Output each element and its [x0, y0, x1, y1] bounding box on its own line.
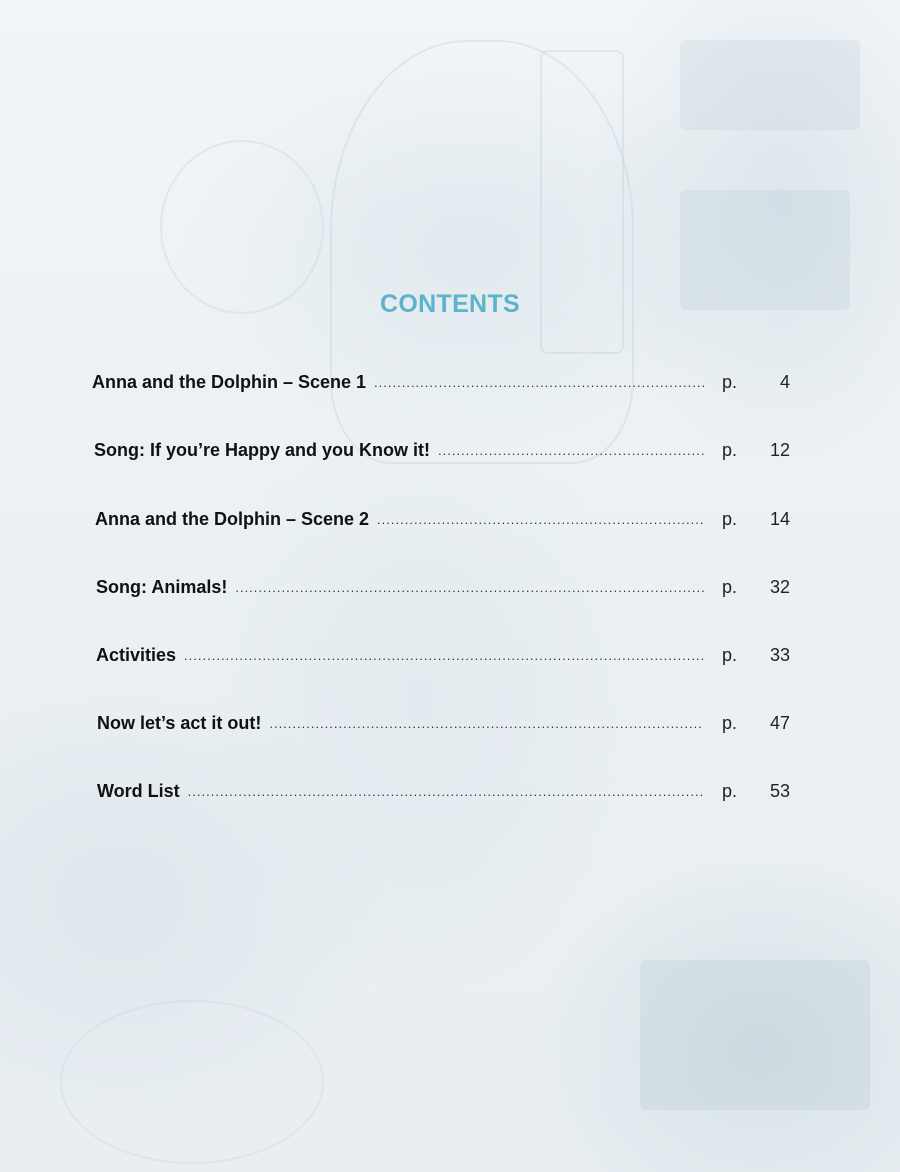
toc-entry-title: Anna and the Dolphin – Scene 2: [95, 509, 370, 529]
toc-entry-title: Now let’s act it out!: [97, 713, 262, 733]
toc-entry-page: 12: [769, 440, 790, 460]
dot-leader: [377, 512, 704, 527]
dot-leader: [374, 375, 704, 390]
page-label: p.: [722, 577, 738, 597]
dot-leader: [269, 716, 704, 731]
dot-leader: [184, 648, 704, 663]
toc-entry-page: 14: [769, 509, 790, 529]
background-illustration: [160, 140, 324, 314]
page-label: p.: [722, 509, 738, 529]
background-illustration: [680, 40, 860, 130]
dot-leader: [438, 443, 704, 458]
page-title: CONTENTS: [380, 290, 520, 318]
toc-entry[interactable]: [97, 713, 704, 737]
toc-entry[interactable]: [96, 645, 704, 669]
toc-entry[interactable]: [97, 781, 704, 805]
background-illustration: [330, 40, 634, 464]
toc-entry-page: 47: [769, 713, 790, 733]
dot-leader: [235, 580, 704, 595]
toc-entry[interactable]: [92, 372, 704, 396]
toc-entry-page: 53: [769, 781, 790, 801]
toc-entry[interactable]: [96, 577, 704, 601]
toc-entry-title: Word List: [97, 781, 180, 801]
toc-entry-title: Anna and the Dolphin – Scene 1: [92, 372, 367, 392]
toc-entry-title: Song: If you’re Happy and you Know it!: [94, 440, 430, 460]
dot-leader: [188, 784, 704, 799]
page-label: p.: [722, 372, 738, 392]
toc-entry[interactable]: [95, 509, 704, 533]
page-label: p.: [722, 645, 738, 665]
toc-entry-page: 33: [769, 645, 790, 665]
background-illustration: [640, 960, 870, 1110]
page-label: p.: [722, 440, 738, 460]
toc-entry-title: Song: Animals!: [96, 577, 228, 597]
page-label: p.: [722, 713, 738, 733]
toc-entry-title: Activities: [96, 645, 177, 665]
background-illustration: [60, 1000, 324, 1164]
page-label: p.: [722, 781, 738, 801]
toc-entry[interactable]: [94, 440, 704, 464]
toc-entry-page: 32: [769, 577, 790, 597]
toc-entry-page: 4: [779, 372, 790, 392]
